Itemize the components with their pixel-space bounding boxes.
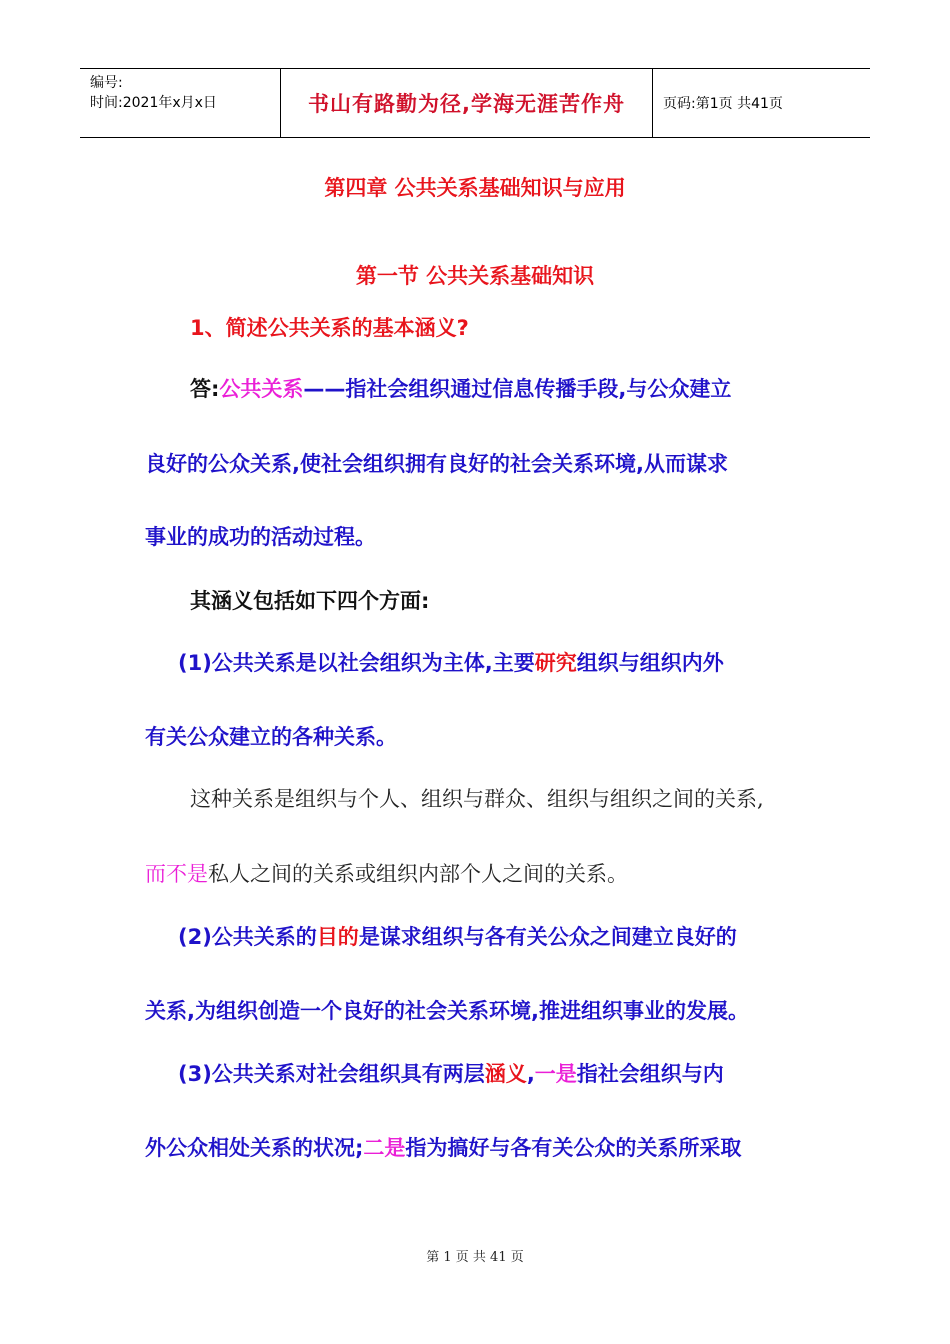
motto: 书山有路勤为径,学海无涯苦作舟: [280, 69, 653, 137]
point-2-highlight: 目的: [316, 925, 359, 949]
page-footer: 第 1 页 共 41 页: [426, 1250, 524, 1265]
point-3-line-2-pre: 外公众相处关系的状况;: [145, 1136, 364, 1160]
chapter-title: 第四章 公共关系基础知识与应用: [324, 176, 626, 200]
point-3-text-a: (3)公共关系对社会组织具有两层: [178, 1062, 485, 1086]
number-label: 编号:: [90, 75, 123, 91]
point-1-line-2: 有关公众建立的各种关系。: [145, 725, 397, 749]
point-2-text-a: (2)公共关系的: [178, 925, 317, 949]
page-label: 页码:第1页 共41页: [663, 96, 783, 112]
point-3-highlight-3: 二是: [363, 1136, 406, 1160]
point-2-line-2: 关系,为组织创造一个良好的社会关系环境,推进组织事业的发展。: [145, 999, 749, 1023]
header-left-cell: [80, 69, 280, 137]
point-2-text-b: 是谋求组织与各有关公众之间建立良好的: [358, 925, 737, 949]
point-3-line-2-rest: 指为搞好与各有关公众的关系所采取: [405, 1136, 742, 1160]
point-1-text-b: 组织与组织内外: [576, 651, 724, 675]
answer-line-1: [190, 373, 731, 403]
answer-line-3: 事业的成功的活动过程。: [145, 525, 376, 549]
answer-term: 公共关系: [219, 377, 304, 401]
answer-line-2: 良好的公众关系,使社会组织拥有良好的社会关系环境,从而谋求: [145, 452, 728, 476]
note-line-1: 这种关系是组织与个人、组织与群众、组织与组织之间的关系,: [190, 787, 764, 811]
aspects-intro: 其涵义包括如下四个方面:: [190, 589, 430, 613]
point-3-highlight-2: 一是: [534, 1062, 577, 1086]
point-1-line-1: [178, 647, 724, 677]
point-2-line-1: [178, 921, 737, 951]
answer-definition-start: ——指社会组织通过信息传播手段,与公众建立: [303, 377, 732, 401]
point-3-highlight: 涵义: [484, 1062, 527, 1086]
answer-prefix: 答:: [190, 377, 220, 401]
point-3-line-2: [145, 1132, 741, 1162]
point-3-line-1: [178, 1058, 724, 1088]
note-highlight: 而不是: [145, 862, 208, 886]
point-3-comma: ,: [526, 1062, 535, 1086]
document-header: [80, 68, 870, 138]
note-text: 私人之间的关系或组织内部个人之间的关系。: [208, 862, 628, 886]
section-title: 第一节 公共关系基础知识: [355, 264, 595, 288]
point-1-text-a: (1)公共关系是以社会组织为主体,主要: [178, 651, 535, 675]
point-3-text-b: 指社会组织与内: [576, 1062, 724, 1086]
note-line-2: [145, 858, 628, 888]
point-1-highlight: 研究: [534, 651, 577, 675]
question: 1、简述公共关系的基本涵义?: [190, 316, 469, 340]
time-label: 时间:2021年x月x日: [90, 95, 217, 111]
